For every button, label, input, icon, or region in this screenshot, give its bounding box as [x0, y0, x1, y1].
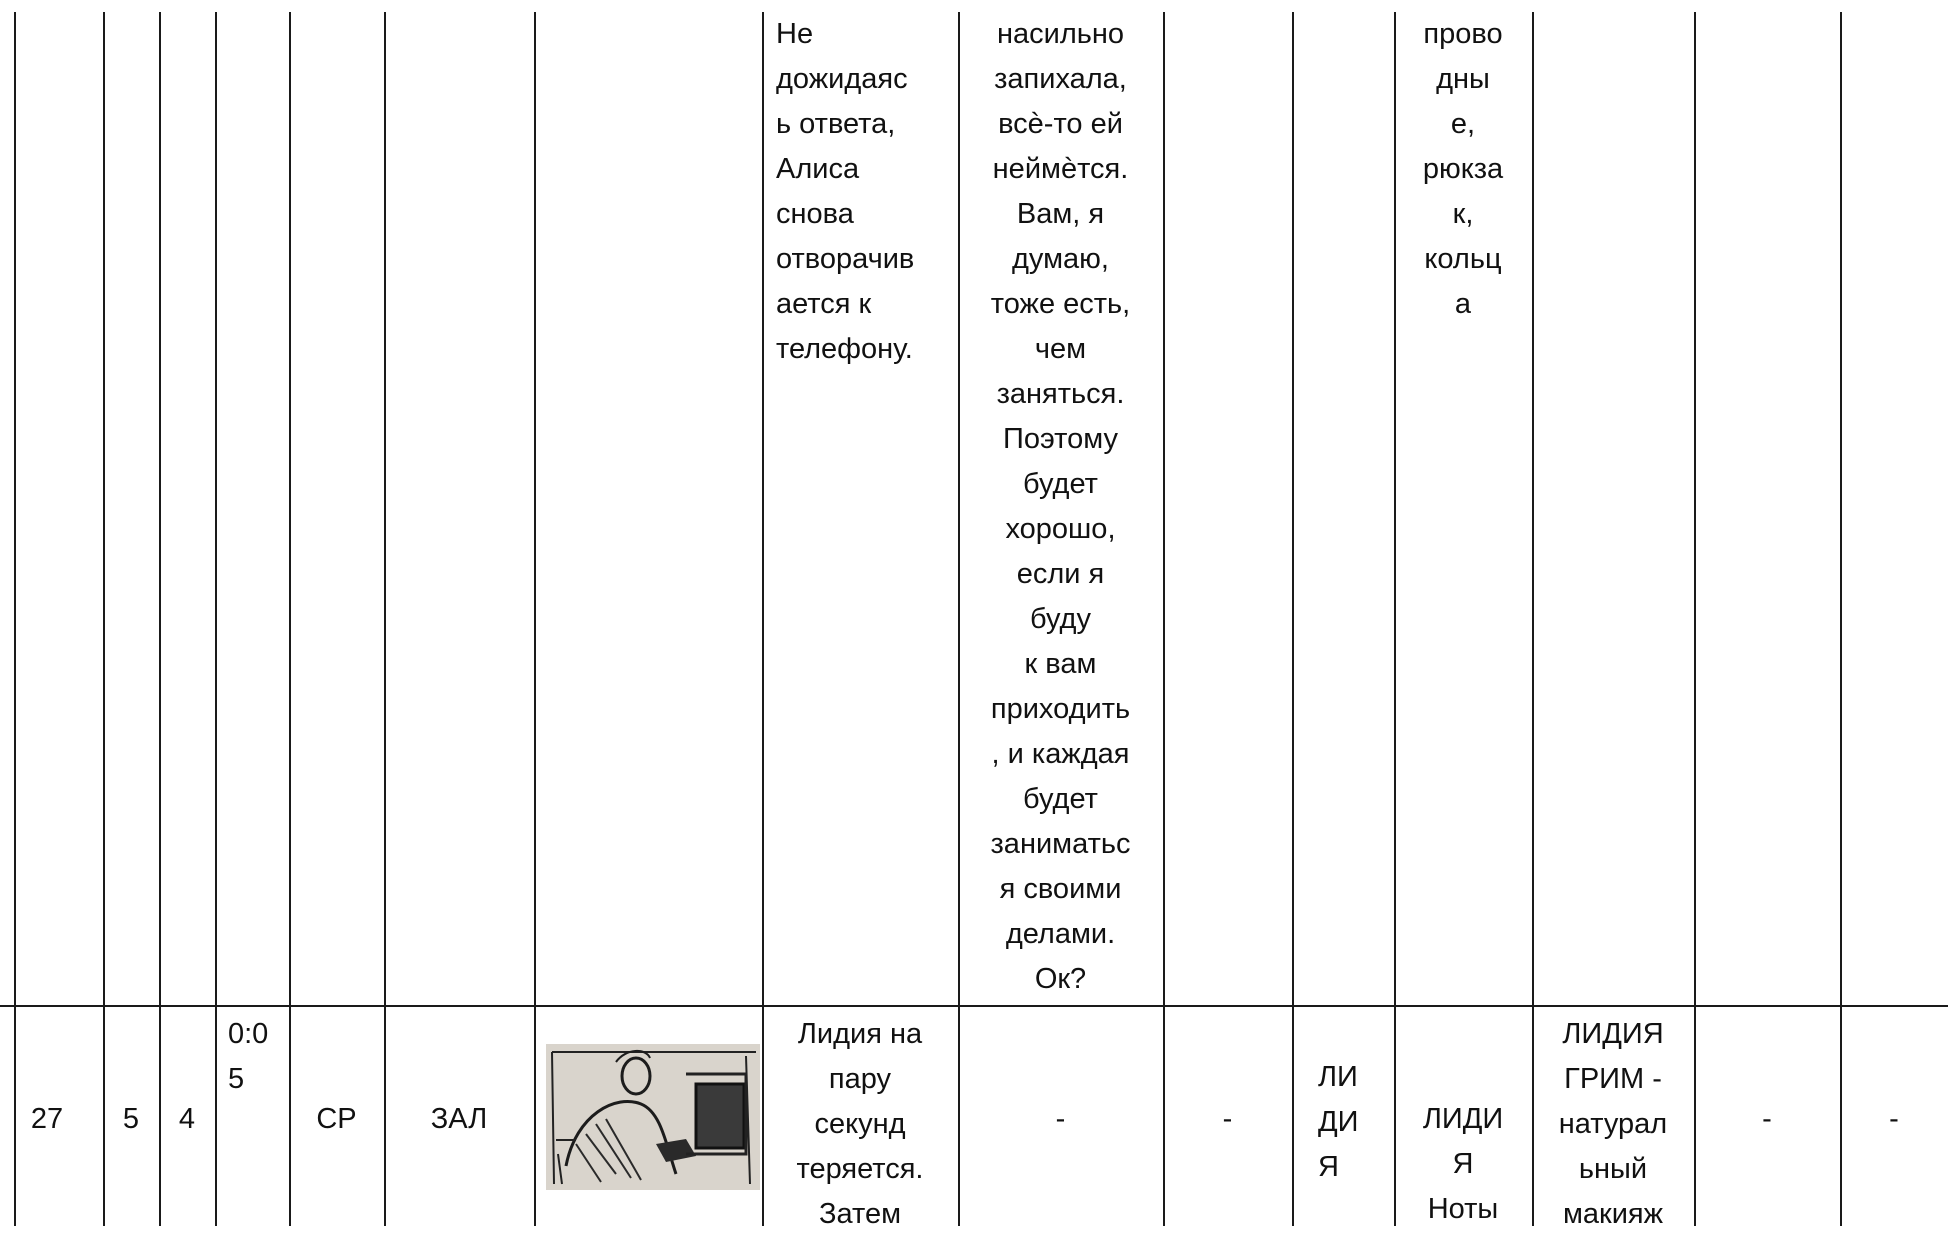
take-cell: 4	[178, 1103, 196, 1135]
grid-line	[289, 12, 291, 1226]
grid-line	[1292, 12, 1294, 1226]
dialogue-text: насильно запихала, всѐ-то ей неймѐтся. Вам, я думаю, тоже есть, чем заняться. Поэтому будет хорошо, если я буду к вам приходить , и каждая будет заниматьс я своими делами. Ок?	[990, 18, 1131, 995]
grid-line	[384, 12, 386, 1226]
dash-cell: -	[1762, 1103, 1772, 1135]
dash-cell: -	[1889, 1103, 1899, 1135]
grid-line	[14, 12, 16, 1226]
makeup-cell: ЛИДИЯ ГРИМ - натурал ьный макияж	[1558, 1018, 1668, 1230]
grid-line	[1163, 12, 1165, 1226]
location-cell: ЗАЛ	[430, 1103, 488, 1135]
action-description: Не дожидаяс ь ответа, Алиса снова отворачив ается к телефону.	[776, 18, 915, 365]
grid-line	[1694, 12, 1696, 1226]
grid-line	[103, 12, 105, 1226]
grid-line	[534, 12, 536, 1226]
row-separator	[0, 1005, 1948, 1007]
shot-size-cell: СР	[316, 1103, 357, 1135]
dialogue-cell: -	[1055, 1103, 1066, 1135]
props-text: прово дны е, рюкза к, кольц а	[1422, 18, 1504, 320]
dash-cell: -	[1222, 1103, 1233, 1135]
grid-line	[215, 12, 217, 1226]
scene-cell: 5	[122, 1103, 140, 1135]
action-description: Лидия на пару секунд теряется. Затем	[796, 1018, 924, 1230]
duration-cell: 0:0 5	[228, 1018, 269, 1095]
grid-line	[159, 12, 161, 1226]
props-cell: ЛИДИ Я Ноты	[1422, 1103, 1504, 1225]
storyboard-sketch-thumbnail	[546, 1044, 760, 1190]
grid-line	[1840, 12, 1842, 1226]
shot-number: 27	[30, 1103, 64, 1135]
characters-cell: ЛИ ДИ Я	[1318, 1061, 1359, 1183]
storyboard-sketch-drawing	[546, 1044, 760, 1190]
